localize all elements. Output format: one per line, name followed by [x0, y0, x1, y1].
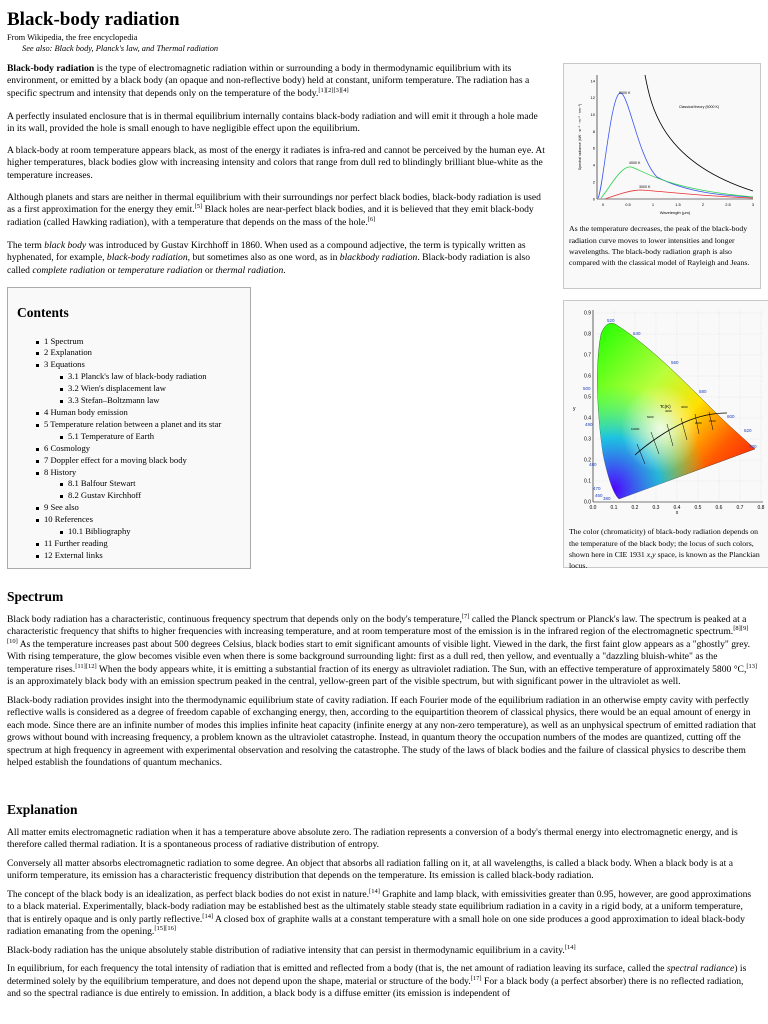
section-explanation: [7, 827, 759, 1007]
figure-cie-chromaticity: [563, 300, 768, 571]
x-axis-label: Wavelength (μm): [659, 210, 691, 215]
toc-item[interactable]: 3.2 Wien's displacement law: [14, 383, 244, 395]
y-tick-label: 14: [590, 78, 595, 84]
toc-item[interactable]: 9 See also: [14, 502, 244, 514]
intro-paragraph-4: Although planets and stars are neither in thermal equilibrium with their surroundings nor perfect black bodies, black-body radiation is used as a first approximation for the energy they emit.[5] Black holes are near-perfect black bodies, and it is believed that they emit black-body radiation (called Hawking radiation), with a temperature that depends on the mass of the hole.[6]: [7, 192, 541, 228]
y-tick-label: 0.1: [584, 478, 591, 485]
x-tick-label: 0.1: [610, 505, 618, 511]
toc-item[interactable]: 1 Spectrum: [14, 336, 244, 348]
citation[interactable]: [6]: [367, 215, 376, 223]
x-tick-label: 0.6: [715, 505, 723, 511]
toc-item[interactable]: 5 Temperature relation between a planet and its star: [14, 419, 244, 431]
locus-temp-label: 6000: [647, 415, 654, 419]
x-tick-label: 1.5: [675, 202, 681, 207]
toc-item[interactable]: 10.1 Bibliography: [14, 526, 244, 538]
label-3000k: 3000 K: [639, 185, 651, 189]
toc-item[interactable]: 7 Doppler effect for a moving black body: [14, 455, 244, 467]
wavelength-label: 520: [607, 318, 615, 323]
y-axis-label: Spectral radiance (kW · sr⁻¹ · m⁻² · nm⁻¹): [578, 103, 582, 171]
y-tick-label: 0.9: [584, 310, 591, 317]
locus-temp-label: 1500: [709, 419, 716, 423]
figure-caption: As the temperature decreases, the peak of the black-body radiation curve moves to lower intensities and longer wavelengths. The black-body radiation graph is also compared with the classical model of Rayleigh and Jeans.: [569, 224, 750, 268]
y-tick-label: 0: [592, 196, 595, 202]
intro-paragraph-3: A black-body at room temperature appears black, as most of the energy it radiates is infra-red and cannot be perceived by the human eye. At higher temperatures, black bodies glow with increasing intensity and colors that range from dull red to blindingly brilliant blue-white as the temperature increases.: [7, 145, 545, 181]
blackbody-spectrum-chart[interactable]: [567, 67, 757, 217]
toc-item[interactable]: 8.2 Gustav Kirchhoff: [14, 490, 244, 502]
intro-paragraph-2: A perfectly insulated enclosure that is in thermal equilibrium internally contains black-body radiation and will emit it through a hole made in its wall, provided the hole is small enough to have negligible effect upon the equilibrium.: [7, 111, 538, 135]
explanation-paragraph-5: In equilibrium, for each frequency the total intensity of radiation that is emitted and reflected from a body (that is, the net amount of radiation leaving its surface, called the spectral radiance) is determined solely by the equilibrium temperature, and does not depend upon the shape, material or structure of the body.[17] For a black body (a perfect absorber) there is no reflected radiation, and so the spectral radiance is due entirely to emission. In addition, a black body is a diffuse emitter (its emission is independent of: [7, 963, 747, 1000]
x-tick-label: 3: [751, 202, 755, 207]
x-tick-label: 0.4: [673, 505, 681, 511]
toc-item[interactable]: 3.1 Planck's law of black-body radiation: [14, 371, 244, 383]
wavelength-label: 600: [727, 414, 735, 419]
toc-item[interactable]: 2 Explanation: [14, 347, 244, 359]
toc-item[interactable]: 4 Human body emission: [14, 407, 244, 419]
wavelength-label: 560: [671, 360, 679, 365]
label-5000k: 5000 K: [619, 91, 631, 95]
y-tick-label: 0.3: [584, 436, 591, 443]
toc-item[interactable]: 5.1 Temperature of Earth: [14, 431, 244, 443]
y-tick-label: 8: [592, 128, 595, 134]
toc-item[interactable]: 8 History: [14, 467, 244, 479]
y-tick-label: 0.4: [584, 415, 591, 422]
explanation-paragraph-2: Conversely all matter absorbs electromagnetic radiation to some degree. An object that absorbs all radiation falling on it, at all wavelengths, is called a black body. When a black body is at a uniform temperature, its emission has a characteristic frequency distribution that depends on the temperature. Its emission is called black-body radiation.: [7, 857, 733, 882]
locus-temp-label: 10000: [631, 427, 640, 431]
wavelength-label: 580: [699, 389, 707, 394]
y-tick-label: 0.0: [584, 499, 591, 506]
x-axis-label: x: [675, 510, 679, 516]
wavelength-label: 500: [583, 386, 591, 391]
x-tick-label: 0.3: [652, 505, 660, 511]
wavelength-label: 490: [585, 422, 593, 427]
spectrum-paragraph-2: Black-body radiation provides insight into the thermodynamic equilibrium state of cavity radiation. If each Fourier mode of the equilibrium radiation in an otherwise empty cavity with perfectly reflective walls is considered as a degree of freedom capable of exchanging energy, then, according to the equipartition theorem of classical physics, there would be an equal amount of energy in each mode. Since there are an infinite number of modes this implies infinite heat capacity (infinite energy at any non-zero temperature), as well as an unphysical spectrum of emitted radiation that grows without bound with increasing frequency, a problem known as the ultraviolet catastrophe. Instead, in quantum theory the occupation numbers of the modes are quantized, cutting off the spectrum at high frequency in agreement with experimental observation and resolving the catastrophe. The study of the laws of black bodies and the failure of classical physics to describe them helped establish the foundations of quantum mechanics.: [7, 694, 756, 769]
y-tick-label: 10: [590, 112, 595, 118]
y-tick-label: 2: [592, 179, 595, 185]
y-tick-label: 0.8: [584, 331, 591, 338]
x-tick-label: 0.0: [589, 505, 597, 511]
explanation-paragraph-3: The concept of the black body is an idealization, as perfect black bodies do not exist in nature.[14] Graphite and lamp black, with emissivities greater than 0.95, however, are good approximations to a black material. Experimentally, black-body radiation may be established best as the ultimately stable steady state equilibrium radiation in a cavity in a rigid body, at a uniform temperature, that is entirely opaque and is only partly reflective.[14] A closed box of graphite walls at a constant temperature with a small hole on one side produces a good approximation to ideal black-body radiation emanating from the opening.[15][16]: [7, 887, 752, 938]
toc-item[interactable]: 10 References: [14, 514, 244, 526]
x-tick-label: 0.7: [736, 505, 744, 511]
spectrum-paragraph-1: Black body radiation has a characteristic, continuous frequency spectrum that depends only on the body's temperature,[7] called the Planck spectrum or Planck's law. The spectrum is peaked at a characteristic frequency that shifts to higher frequencies with increasing temperature, and at room temperature most of the emission is in the infrared region of the electromagnetic spectrum.[8][9][10] As the temperature increases past about 500 degrees Celsius, black bodies start to emit significant amounts of visible light. Viewed in the dark, the first faint glow appears as a "ghostly" grey. With rising temperature, the glow becomes visible even when there is some background surrounding light: first as a dull red, then yellow, and eventually a "dazzling bluish-white" as the temperature rises.[11][12] When the body appears white, it is emitting a substantial fraction of its energy as ultraviolet radiation. The Sun, with an effective temperature of approximately 5800 °C,[13] is an approximately black body with an emission spectrum peaked in the central, yellow-green part of the visible spectrum, but with significant power in the ultraviolet as well.: [7, 612, 758, 688]
x-tick-label: 0.5: [694, 505, 702, 511]
intro-paragraph-5: The term black body was introduced by Gustav Kirchhoff in 1860. When used as a compound adjective, the term is typically written as hyphenated, for example, black-body radiation, but sometimes also as one word, as in blackbody radiation. Black-body radiation is also called complete radiation or temperature radiation or thermal radiation.: [7, 240, 531, 276]
section-heading-explanation: Explanation: [7, 802, 78, 817]
site-subtitle: From Wikipedia, the free encyclopedia: [7, 32, 138, 42]
toc-item[interactable]: 12 External links: [14, 550, 244, 562]
series-classical: [645, 75, 753, 191]
wavelength-label: 480: [589, 462, 597, 467]
citation[interactable]: [5]: [194, 203, 203, 211]
y-tick-label: 12: [590, 95, 595, 101]
toc-item[interactable]: 8.1 Balfour Stewart: [14, 478, 244, 490]
locus-temp-label: 4000: [665, 409, 672, 413]
article: [7, 0, 765, 1000]
section-heading-spectrum: Spectrum: [7, 589, 64, 604]
figure-caption: The color (chromaticity) of black-body radiation depends on the temperature of the black body; the locus of such colors, shown here in CIE 1931 x,y space, is known as the Planckian locus.: [569, 527, 760, 571]
toc-title: Contents: [17, 305, 69, 320]
figure-blackbody-curves: [563, 63, 761, 289]
toc-item[interactable]: 6 Cosmology: [14, 443, 244, 455]
y-tick-label: 0.5: [584, 394, 591, 401]
locus-temp-label: 2000: [695, 421, 702, 425]
explanation-paragraph-4: Black-body radiation has the unique absolutely stable distribution of radiative intensity that can persist in thermodynamic equilibrium in a cavity.[14]: [7, 943, 576, 956]
intro-paragraph-1: Black-body radiation is the type of electromagnetic radiation within or surrounding a body in thermodynamic equilibrium with its environment, or emitted by a black body (an opaque and non-reflective body) held at constant, uniform temperature. The radiation has a specific spectrum and intensity that depends only on the temperature of the body.[1][2][3][4]: [7, 63, 530, 99]
y-tick-label: 0.6: [584, 373, 591, 380]
wavelength-label: 470: [593, 486, 601, 491]
wavelength-label: 620: [744, 428, 752, 433]
toc-item[interactable]: 11 Further reading: [14, 538, 244, 550]
x-tick-label: 2: [701, 202, 705, 207]
y-tick-label: 0.2: [584, 457, 591, 464]
x-tick-label: 0.5: [625, 202, 631, 207]
label-classical: Classical theory (5000 K): [679, 105, 720, 109]
spectral-locus-white-overlay: [597, 323, 755, 499]
y-tick-label: 6: [592, 145, 595, 151]
x-tick-label: 1: [651, 202, 655, 207]
page-title: Black-body radiation: [7, 9, 180, 30]
toc-list: [14, 336, 244, 562]
y-axis-label: y: [573, 406, 576, 412]
section-spectrum: [7, 614, 759, 776]
wavelength-label: 380: [603, 496, 611, 501]
table-of-contents: [7, 287, 251, 569]
x-tick-label: 2.5: [725, 202, 731, 207]
x-tick-label: 0.2: [631, 505, 639, 511]
tc-label: Tc(K): [660, 404, 671, 409]
y-tick-label: 4: [592, 162, 595, 168]
y-tick-label: 0.7: [584, 352, 591, 359]
locus-temp-label: 3000: [681, 405, 688, 409]
x-tick-label: 0.8: [757, 505, 765, 511]
toc-item[interactable]: 3 Equations: [14, 359, 244, 371]
see-also-hatnote[interactable]: See also: Black body, Planck's law, and Thermal radiation: [22, 43, 219, 53]
x-tick-label: 0: [601, 202, 605, 207]
explanation-paragraph-1: All matter emits electromagnetic radiation when it has a temperature above absolute zero. The radiation represents a conversion of a body's thermal energy into electromagnetic energy, and is therefore called thermal radiation. It is a spontaneous process of radiative distribution of entropy.: [7, 827, 738, 851]
wavelength-label: 540: [633, 331, 641, 336]
cie-1931-chart[interactable]: [567, 304, 765, 516]
wavelength-label: 460: [595, 493, 603, 498]
label-4000k: 4000 K: [629, 161, 641, 165]
toc-item[interactable]: 3.3 Stefan–Boltzmann law: [14, 395, 244, 407]
citation[interactable]: [1][2][3][4]: [318, 86, 349, 94]
wavelength-label: 700: [749, 444, 757, 449]
